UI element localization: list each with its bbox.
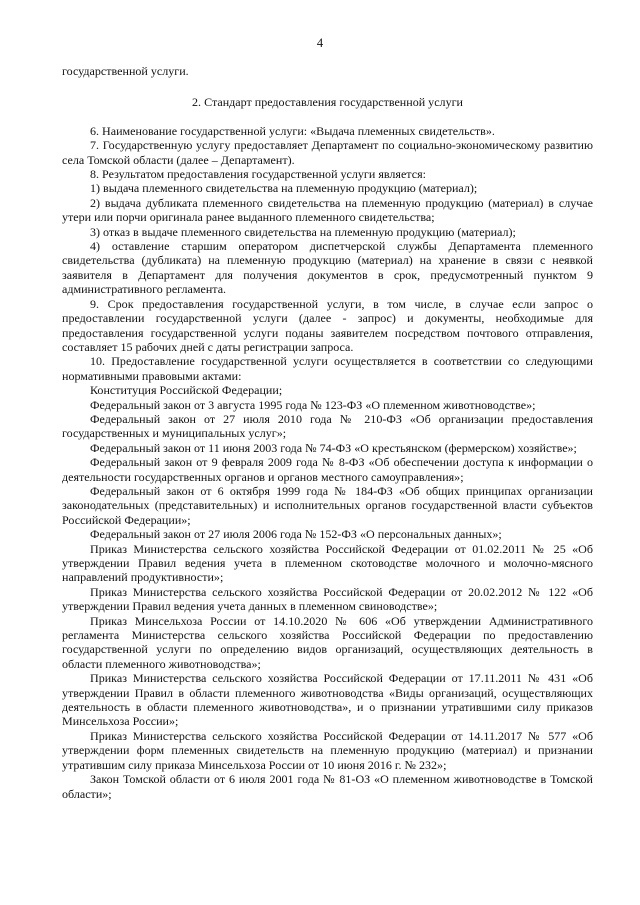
lead-text: государственной услуги. [62, 64, 189, 78]
legal-act-order-431: Приказ Министерства сельского хозяйства Российской Федерации от 17.11.2011 № 431 «Об утверждении Правил в области племенного животноводства «Виды организаций, осуществляющих деятельность в области племенного животноводства», и о признании утратившими силу приказов Минсельхоза России»; [62, 671, 593, 729]
result-item-1: 1) выдача племенного свидетельства на племенную продукцию (материал); [90, 181, 478, 196]
paragraph-item-8: 8. Результатом предоставления государственной услуги является: [90, 167, 426, 182]
legal-act-order-122: Приказ Министерства сельского хозяйства Российской Федерации от 20.02.2012 № 122 «Об утверждении Правил ведения учета данных в племенном свиноводстве»; [62, 584, 593, 614]
legal-act-order-577: Приказ Министерства сельского хозяйства Российской Федерации от 14.11.2017 № 577 «Об утверждении форм племенных свидетельств на племенную продукцию (материал) и признании утратившим силу приказа Минсельхоза России от 10 июня 2016 г. № 232»; [62, 728, 593, 772]
legal-act-210-fz: Федеральный закон от 27 июля 2010 года № 210-ФЗ «Об организации предоставления государственных и муниципальных услуг»; [62, 411, 593, 441]
paragraph-item-9: 9. Срок предоставления государственной услуги, в том числе, в случае если запрос о предоставлении государственной услуги (далее - запрос) и документы, необходимые для предоставления государственной услуги поданы заявителем посредством почтового отправления, составляет 15 рабочих дней с даты регистрации запроса. [62, 296, 593, 354]
legal-act-order-25: Приказ Министерства сельского хозяйства Российской Федерации от 01.02.2011 № 25 «Об утверждении Правил ведения учета в племенном скотоводстве молочного и молочно-мясного направлений продуктивности»; [62, 541, 593, 585]
legal-act-74-fz: Федеральный закон от 11 июня 2003 года № 74-ФЗ «О крестьянском (фермерском) хозяйстве»; [90, 440, 577, 455]
paragraph-item-7: 7. Государственную услугу предоставляет Департамент по социально-экономическому развитию села Томской области (далее – Департамент). [62, 138, 593, 167]
legal-act-152-fz: Федеральный закон от 27 июля 2006 года № 152-ФЗ «О персональных данных»; [90, 527, 502, 542]
section-heading: 2. Стандарт предоставления государственной услуги [192, 95, 463, 110]
page-number: 4 [316, 36, 324, 50]
legal-act-8-fz: Федеральный закон от 9 февраля 2009 года № 8-ФЗ «Об обеспечении доступа к информации о деятельности государственных органов и органов местного самоуправления»; [62, 455, 593, 484]
result-item-4: 4) оставление старшим оператором диспетчерской службы Департамента племенного свидетельства (дубликата) на племенную продукцию (материал) на хранение в связи с неявкой заявителя в Департамент для получения документов в срок, предусмотренный пунктом 9 административного регламента. [62, 239, 593, 297]
legal-act-order-606: Приказ Минсельхоза России от 14.10.2020 № 606 «Об утверждении Административного регламента Министерства сельского хозяйства Российской Федерации по предоставлению государственной услуги по определению видов организаций, осуществляющих деятельность в области племенного животноводства»; [62, 613, 593, 671]
result-item-2: 2) выдача дубликата племенного свидетельства на племенную продукцию (материал) в случае утери или порчи оригинала ранее выданного племенного свидетельства; [62, 195, 593, 225]
paragraph-item-6: 6. Наименование государственной услуги: «Выдача племенных свидетельств». [90, 123, 495, 138]
legal-act-123-fz: Федеральный закон от 3 августа 1995 года № 123-ФЗ «О племенном животноводстве»; [90, 397, 536, 412]
result-item-3: 3) отказ в выдаче племенного свидетельства на племенную продукцию (материал); [90, 224, 516, 239]
document-body [62, 64, 593, 801]
legal-act-law-81-oz: Закон Томской области от 6 июля 2001 года № 81-ОЗ «О племенном животноводстве в Томской области»; [62, 772, 593, 801]
legal-act-184-fz: Федеральный закон от 6 октября 1999 года № 184-ФЗ «Об общих принципах организации законодательных (представительных) и исполнительных органов государственной власти субъектов Российской Федерации»; [62, 483, 593, 527]
legal-act-constitution: Конституция Российской Федерации; [90, 383, 283, 398]
paragraph-item-10: 10. Предоставление государственной услуги осуществляется в соответствии со следующими нормативными правовыми актами: [62, 354, 593, 383]
